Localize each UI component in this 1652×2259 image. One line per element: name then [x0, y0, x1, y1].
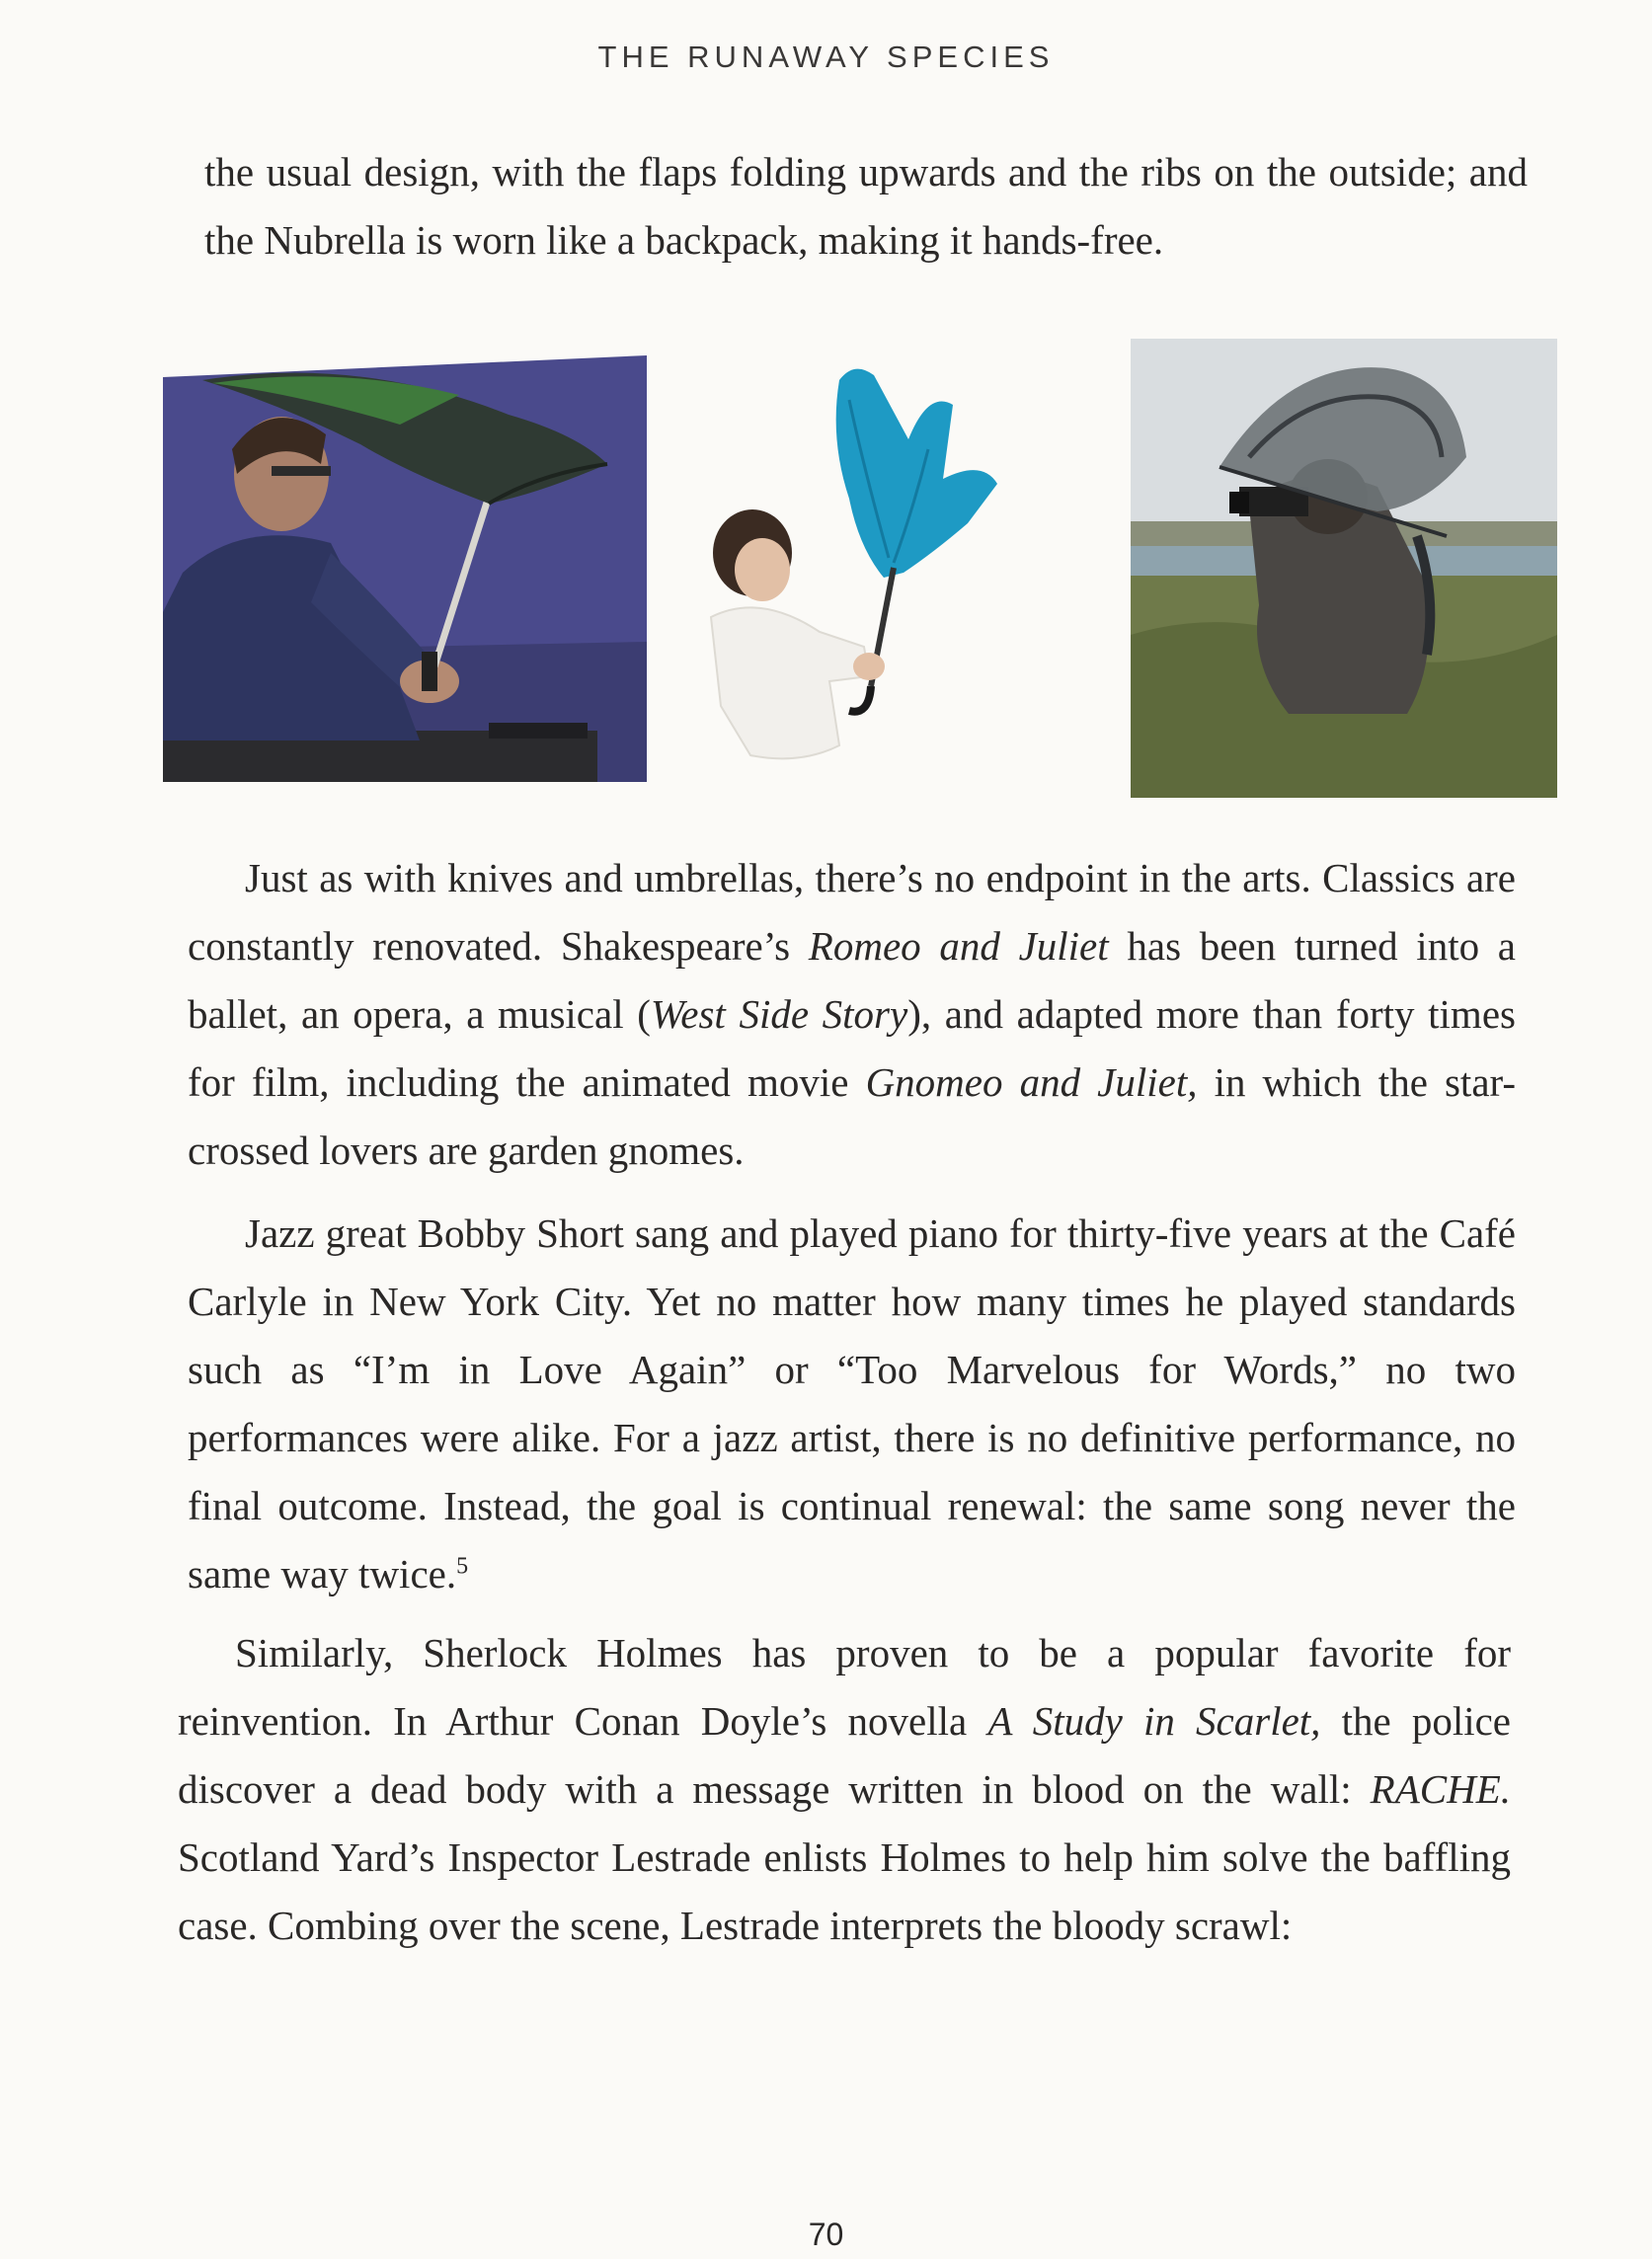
paragraph-arts-renovation — [188, 844, 1516, 1185]
running-head: THE RUNAWAY SPECIES — [597, 39, 1055, 74]
photo-photographer-with-nubrella — [1131, 339, 1557, 798]
text-run: Just as with knives and umbrellas, there’s no endpoint in the arts. Classics are constantly renovated. Shakespeare’s — [188, 855, 1516, 969]
text-run: Jazz great Bobby Short sang and played piano for thirty-five years at the Café Carlyle in New York City. Yet no matter how many times he played standards such as “I’m in Love Again” or “Too Marvelous for Words,” no two performances were alike. For a jazz artist, there is no definitive performance, no final outcome. Instead, the goal is continual renewal: the same song never the same way twice. — [188, 1210, 1516, 1597]
paragraph-continued: the usual design, with the flaps folding upwards and the ribs on the outside; and the Nubrella is worn like a backpack, making it hands-free. — [204, 149, 1528, 263]
photo-man-with-umbrella — [163, 355, 647, 782]
title-romeo-and-juliet: Romeo and Juliet — [808, 923, 1109, 969]
paragraph-sherlock-holmes — [178, 1619, 1511, 1960]
endnote-marker[interactable]: 5 — [456, 1553, 469, 1580]
text-run: Similarly, Sherlock Holmes has proven to be a popular favorite for reinvention. In Arthur Conan Doyle’s novella — [178, 1630, 1511, 1744]
paragraph-bobby-short — [188, 1200, 1516, 1608]
text-run: ), and adapted more than forty times for film, including the animated movie — [188, 991, 1516, 1105]
title-west-side-story: West Side Story — [650, 991, 908, 1037]
text-run: the police discover a dead body with a message written in blood on the wall: — [178, 1698, 1511, 1812]
text-run: has been turned into a ballet, an opera, a musical ( — [188, 923, 1516, 1037]
page-number: 70 — [808, 2217, 844, 2252]
photo-child-with-blue-umbrella — [691, 351, 1106, 800]
title-a-study-in-scarlet: A Study in Scarlet, — [987, 1698, 1321, 1744]
title-gnomeo-and-juliet: Gnomeo and Juliet, — [865, 1059, 1198, 1105]
word-rache: RACHE. — [1370, 1766, 1511, 1812]
text-run: in which the star-crossed lovers are garden gnomes. — [188, 1059, 1517, 1173]
text-run: Scotland Yard’s Inspector Lestrade enlists Holmes to help him solve the baffling case. Combing over the scene, Lestrade interprets the bloody scrawl: — [178, 1834, 1511, 1948]
